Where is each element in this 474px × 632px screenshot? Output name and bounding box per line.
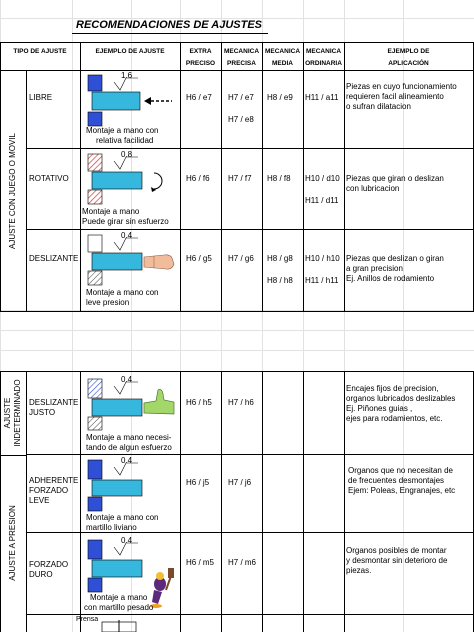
group-label-presion: AJUSTE A PRESION: [8, 505, 17, 581]
extra-libre: H6 / e7: [186, 93, 212, 102]
row-name-deslizante: DESLIZANTE: [29, 254, 79, 263]
precisa-deslizante-justo: H7 / h6: [228, 398, 254, 407]
precisa-deslizante: H7 / g6: [228, 254, 254, 263]
precisa-libre-2: H7 / e8: [228, 115, 254, 124]
precisa-forzado-duro: H7 / m6: [228, 558, 257, 567]
extra-adherente: H6 / j5: [186, 478, 210, 487]
ordinaria-rotativo-1: H10 / d10: [305, 174, 340, 183]
row-name-forzado-duro: FORZADO DURO: [29, 560, 69, 579]
caption-deslizante: Montaje a mano con leve presion: [86, 288, 159, 307]
aplicacion-deslizante-justo: Encajes fijos de precision, organos lubricados deslizables Ej. Piñones guias , ejes para rodamientos, etc.: [346, 384, 456, 423]
header-tipo: TIPO DE AJUSTE: [13, 48, 67, 55]
fit-diagram-rotativo: [84, 151, 180, 211]
row-name-rotativo: ROTATIVO: [29, 174, 69, 183]
fit-diagram-libre: [84, 72, 180, 132]
press-diagram: [100, 620, 140, 632]
extra-deslizante-justo: H6 / h5: [186, 398, 212, 407]
extra-rotativo: H6 / f6: [186, 174, 210, 183]
caption-forzado-duro: Montaje a mano con martillo pesado: [84, 593, 154, 612]
aplicacion-forzado-duro: Organos posibles de montar y desmontar sin deterioro de piezas.: [346, 546, 448, 575]
ordinaria-libre: H11 / a11: [305, 93, 339, 102]
row-name-adherente: ADHERENTE FORZADO LEVE: [29, 476, 79, 505]
page-title: RECOMENDACIONES DE AJUSTES: [76, 19, 263, 31]
caption-deslizante-justo: Montaje a mano necesi- tando de algun esfuerzo: [86, 433, 172, 452]
extra-deslizante: H6 / g5: [186, 254, 212, 263]
header-aplicacion: EJEMPLO DE APLICACIÓN: [387, 48, 430, 67]
roughness-rotativo: 0.8: [121, 150, 133, 159]
media-libre: H8 / e9: [267, 93, 293, 102]
group-label-indeterminado: AJUSTE INDETERMINADO: [3, 379, 22, 447]
fit-diagram-deslizante: [84, 232, 180, 292]
group-label-juego: AJUSTE CON JUEGO O MOVIL: [8, 133, 17, 250]
media-rotativo: H8 / f8: [267, 174, 291, 183]
caption-libre: Montaje a mano con relativa facilidad: [86, 126, 159, 145]
header-mecanica-media: MECANICA MEDIA: [264, 48, 301, 67]
row-name-deslizante-justo: DESLIZANTE JUSTO: [29, 398, 79, 417]
header-extra: EXTRA PRECISO: [185, 48, 216, 67]
media-deslizante-2: H8 / h8: [267, 276, 293, 285]
prensa-label: Prensa: [76, 616, 99, 623]
row-name-libre: LIBRE: [29, 93, 53, 102]
ordinaria-deslizante-1: H10 / h10: [305, 254, 340, 263]
header-mecanica-precisa: MECANICA PRECISA: [223, 48, 260, 67]
roughness-deslizante: 0.4: [121, 231, 133, 240]
aplicacion-rotativo: Piezas que giran o deslizan con lubricacion: [346, 174, 444, 193]
ordinaria-deslizante-2: H11 / h11: [305, 276, 339, 285]
header-mecanica-ordinaria: MECANICA ORDINARIA: [305, 48, 342, 67]
header-ejemplo: EJEMPLO DE AJUSTE: [95, 48, 165, 55]
roughness-deslizante-justo: 0.4: [121, 375, 133, 384]
caption-rotativo: Montaje a mano Puede girar sin esfuerzo: [82, 207, 169, 226]
roughness-libre: 1.6: [121, 71, 133, 80]
precisa-rotativo: H7 / f7: [228, 174, 252, 183]
roughness-forzado-duro: 0.4: [121, 536, 133, 545]
ordinaria-rotativo-2: H11 / d11: [305, 196, 339, 205]
aplicacion-deslizante: Piezas que deslizan o giran a gran precision Ej. Anillos de rodamiento: [346, 254, 444, 283]
roughness-adherente: 0.4: [121, 456, 133, 465]
precisa-libre-1: H7 / e7: [228, 93, 254, 102]
aplicacion-adherente: Organos que no necesitan de de frecuentes desmontajes Ejem: Poleas, Engranajes, etc: [348, 466, 456, 495]
fit-diagram-adherente: [84, 457, 180, 517]
extra-forzado-duro: H6 / m5: [186, 558, 215, 567]
media-deslizante-1: H8 / g8: [267, 254, 293, 263]
aplicacion-libre: Piezas en cuyo funcionamiento requieren facil alineamiento o sufran dilatacion: [346, 82, 457, 111]
precisa-adherente: H7 / j6: [228, 478, 252, 487]
fit-diagram-deslizante-justo: [84, 376, 180, 436]
caption-adherente: Montaje a mano con martillo liviano: [86, 513, 159, 532]
